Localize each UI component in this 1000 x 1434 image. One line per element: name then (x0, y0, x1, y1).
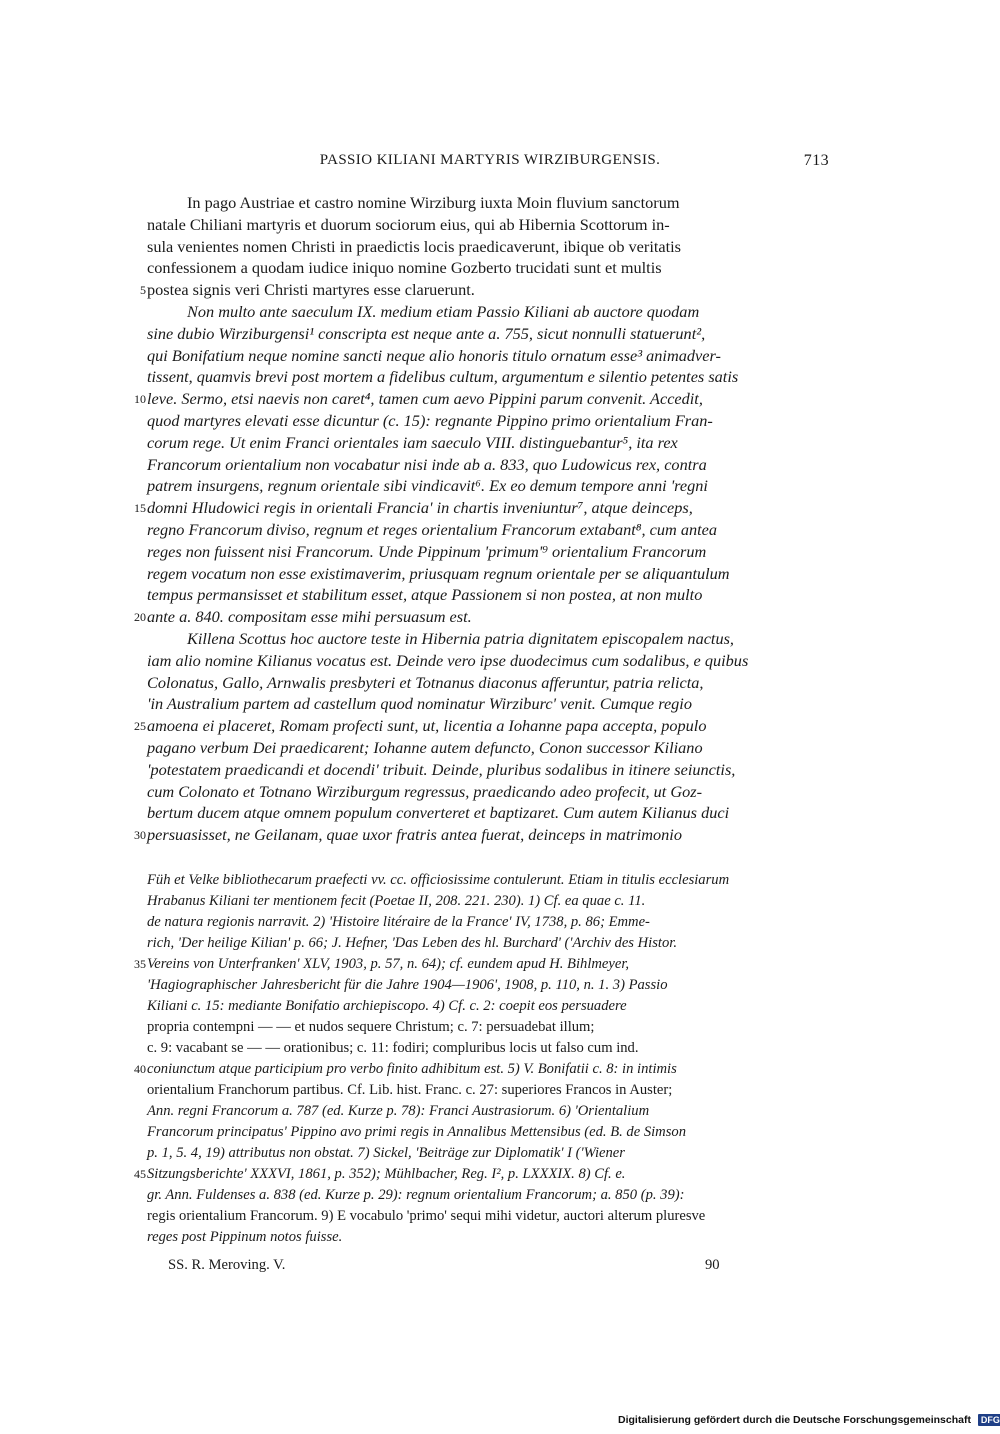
body-line: Non multo ante saeculum IX. medium etiam Passio Kiliani ab auctore quodam (187, 302, 700, 321)
body-line: confessionem a quodam iudice iniquo nomine Gozberto trucidati sunt et multis (147, 258, 662, 278)
footnote-line: 'Hagiographischer Jahresbericht für die Jahre 1904—1906', 1908, p. 110, n. 1. 3) Passio (147, 977, 668, 993)
body-line: Colonatus, Gallo, Arnwalis presbyteri et Totnanus diaconus afferuntur, patria relicta, (147, 672, 704, 692)
line-number: 5 (140, 283, 146, 298)
footnote-line: regis orientalium Francorum. 9) E vocabulo 'primo' sequi mihi videtur, auctori alterum pluresve (147, 1208, 706, 1224)
body-line: sula venientes nomen Christi in praedictis locis praedicaverunt, ibique ob veritatis (147, 236, 681, 256)
body-line: natale Chiliani martyris et duorum sociorum eius, qui ab Hibernia Scottorum in- (147, 214, 670, 234)
signature-mark: SS. R. Meroving. V. (168, 1257, 286, 1273)
footnote-line: p. 1, 5. 4, 19) attributus non obstat. 7) Sickel, 'Beiträge zur Diplomatik' I ('Wiener (147, 1145, 625, 1161)
footnote-line: de natura regionis narravit. 2) 'Histoire litéraire de la France' IV, 1738, p. 86; Emme- (147, 914, 650, 930)
page-number: 713 (803, 152, 829, 169)
body-line: 'potestatem praedicandi et docendi' tribuit. Deinde, pluribus sodalibus in itinere seiunctis, (147, 759, 736, 779)
body-line: patrem insurgens, regnum orientale sibi vindicavit⁶. Ex eo demum tempore anni 'regni (147, 476, 708, 496)
body-line: reges non fuissent nisi Francorum. Unde Pippinum 'primum'⁹ orientalium Francorum (147, 541, 707, 561)
body-line: iam alio nomine Kilianus vocatus est. Deinde vero ipse duodecimus cum sodalibus, e quibus (147, 650, 749, 670)
dfg-logo: DFG (978, 1414, 1000, 1426)
footnote-line: Ann. regni Francorum a. 787 (ed. Kurze p. 78): Franci Austrasiorum. 6) 'Orientalium (147, 1103, 650, 1119)
body-line: postea signis veri Christi martyres esse claruerunt. (147, 280, 475, 300)
body-line: amoena ei placeret, Romam profecti sunt, ut, licentia a Iohanne papa accepta, populo (147, 716, 707, 736)
body-line: Killena Scottus hoc auctore teste in Hibernia patria dignitatem episcopalem nactus, (187, 629, 735, 648)
body-line: qui Bonifatium neque nomine sancti neque alio honoris titulo ornatum esse³ animadver- (147, 345, 721, 365)
body-line: 'in Australium partem ad castellum quod nominatur Wirziburc' venit. Cumque regio (147, 694, 692, 714)
footnote-line: Kiliani c. 15: mediante Bonifatio archiepiscopo. 4) Cf. c. 2: coepit eos persuadere (147, 998, 627, 1014)
running-header (145, 152, 835, 174)
footnote-line: Hrabanus Kiliani ter mentionem fecit (Poetae II, 208. 221. 230). 1) Cf. ea quae c. 11. (147, 893, 646, 909)
line-number: 20 (134, 610, 146, 625)
body-line: Francorum orientalium non vocabatur nisi inde ab a. 833, quo Ludowicus rex, contra (147, 454, 707, 474)
footnote-line: orientalium Franchorum partibus. Cf. Lib. hist. Franc. c. 27: superiores Francos in Auster; (147, 1082, 673, 1098)
line-number: 45 (134, 1167, 146, 1181)
footnote-line: propria contempni — — et nudos sequere Christum; c. 7: persuadebat illum; (147, 1019, 595, 1035)
footnote-line: Sitzungsberichte' XXXVI, 1861, p. 352); Mühlbacher, Reg. I², p. LXXXIX. 8) Cf. e. (147, 1166, 626, 1182)
body-line: tissent, quamvis brevi post mortem a fidelibus cultum, argumentum e silentio petentes satis (147, 367, 739, 387)
line-number: 15 (134, 501, 146, 516)
signature-number: 90 (705, 1257, 720, 1273)
footnote-line: Vereins von Unterfranken' XLV, 1903, p. 57, n. 64); cf. eundem apud H. Bihlmeyer, (147, 956, 630, 972)
line-number: 25 (134, 719, 146, 734)
credit-text: Digitalisierung gefördert durch die Deutsche Forschungsgemeinschaft (618, 1414, 971, 1426)
line-number: 10 (134, 392, 146, 407)
body-line: In pago Austriae et castro nomine Wirziburg iuxta Moin fluvium sanctorum (187, 193, 680, 212)
digitization-credit (618, 1414, 1000, 1426)
running-title: PASSIO KILIANI MARTYRIS WIRZIBURGENSIS. (319, 152, 661, 168)
body-line: regem vocatum non esse existimaverim, priusquam regnum orientale per se aliquantulum (147, 563, 730, 583)
line-number: 40 (134, 1062, 146, 1076)
body-line: cum Colonato et Totnano Wirziburgum regressus, praedicando adeo profecit, ut Goz- (147, 781, 703, 801)
footnote-line: c. 9: vacabant se — — orationibus; c. 11: fodiri; compluribus locis ut falso cum ind. (147, 1040, 639, 1056)
body-line: ante a. 840. compositam esse mihi persuasum est. (147, 607, 472, 627)
body-line: domni Hludowici regis in orientali Francia' in chartis inveniuntur⁷, atque deinceps, (147, 498, 693, 518)
footnote-line: rich, 'Der heilige Kilian' p. 66; J. Hefner, 'Das Leben des hl. Burchard' ('Archiv des Histor. (147, 935, 677, 951)
body-line: sine dubio Wirziburgensi¹ conscripta est neque ante a. 755, sicut nonnulli statuerunt², (147, 323, 706, 343)
body-line: leve. Sermo, etsi naevis non caret⁴, tamen cum aevo Pippini parum convenit. Accedit, (147, 389, 703, 409)
body-line: regno Francorum diviso, regnum et reges orientalium Francorum extabant⁸, cum antea (147, 520, 717, 539)
body-line: tempus permansisset et stabilitum esset, atque Passionem si non postea, at non multo (147, 585, 703, 605)
body-line: quod martyres elevati esse dicuntur (c. 15): regnante Pippino primo orientalium Fran- (147, 411, 713, 430)
footnote-line: gr. Ann. Fuldenses a. 838 (ed. Kurze p. 29): regnum orientalium Francorum; a. 850 (p. 39): (147, 1187, 685, 1203)
body-line: bertum ducem atque omnem populum converteret et baptizaret. Cum autem Kilianus duci (147, 803, 730, 823)
line-number: 30 (134, 828, 146, 843)
line-number: 35 (134, 957, 146, 971)
footnote-line: Francorum principatus' Pippino avo primi regis in Annalibus Mettensibus (ed. B. de Simson (147, 1124, 686, 1140)
body-line: pagano verbum Dei praedicarent; Iohanne autem defuncto, Conon successor Kiliano (147, 738, 703, 757)
footnote-line: coniunctum atque participium pro verbo finito adhibitum est. 5) V. Bonifatii c. 8: in intimis (147, 1061, 677, 1077)
footnote-line: Füh et Velke bibliothecarum praefecti vv. cc. officiosissime contulerunt. Etiam in titulis ecclesiarum (147, 872, 730, 888)
body-line: persuasisset, ne Geilanam, quae uxor fratris antea fuerat, deinceps in matrimonio (147, 825, 682, 845)
footnote-line: reges post Pippinum notos fuisse. (147, 1229, 343, 1245)
body-line: corum rege. Ut enim Franci orientales iam saeculo VIII. distinguebantur⁵, ita rex (147, 432, 678, 452)
